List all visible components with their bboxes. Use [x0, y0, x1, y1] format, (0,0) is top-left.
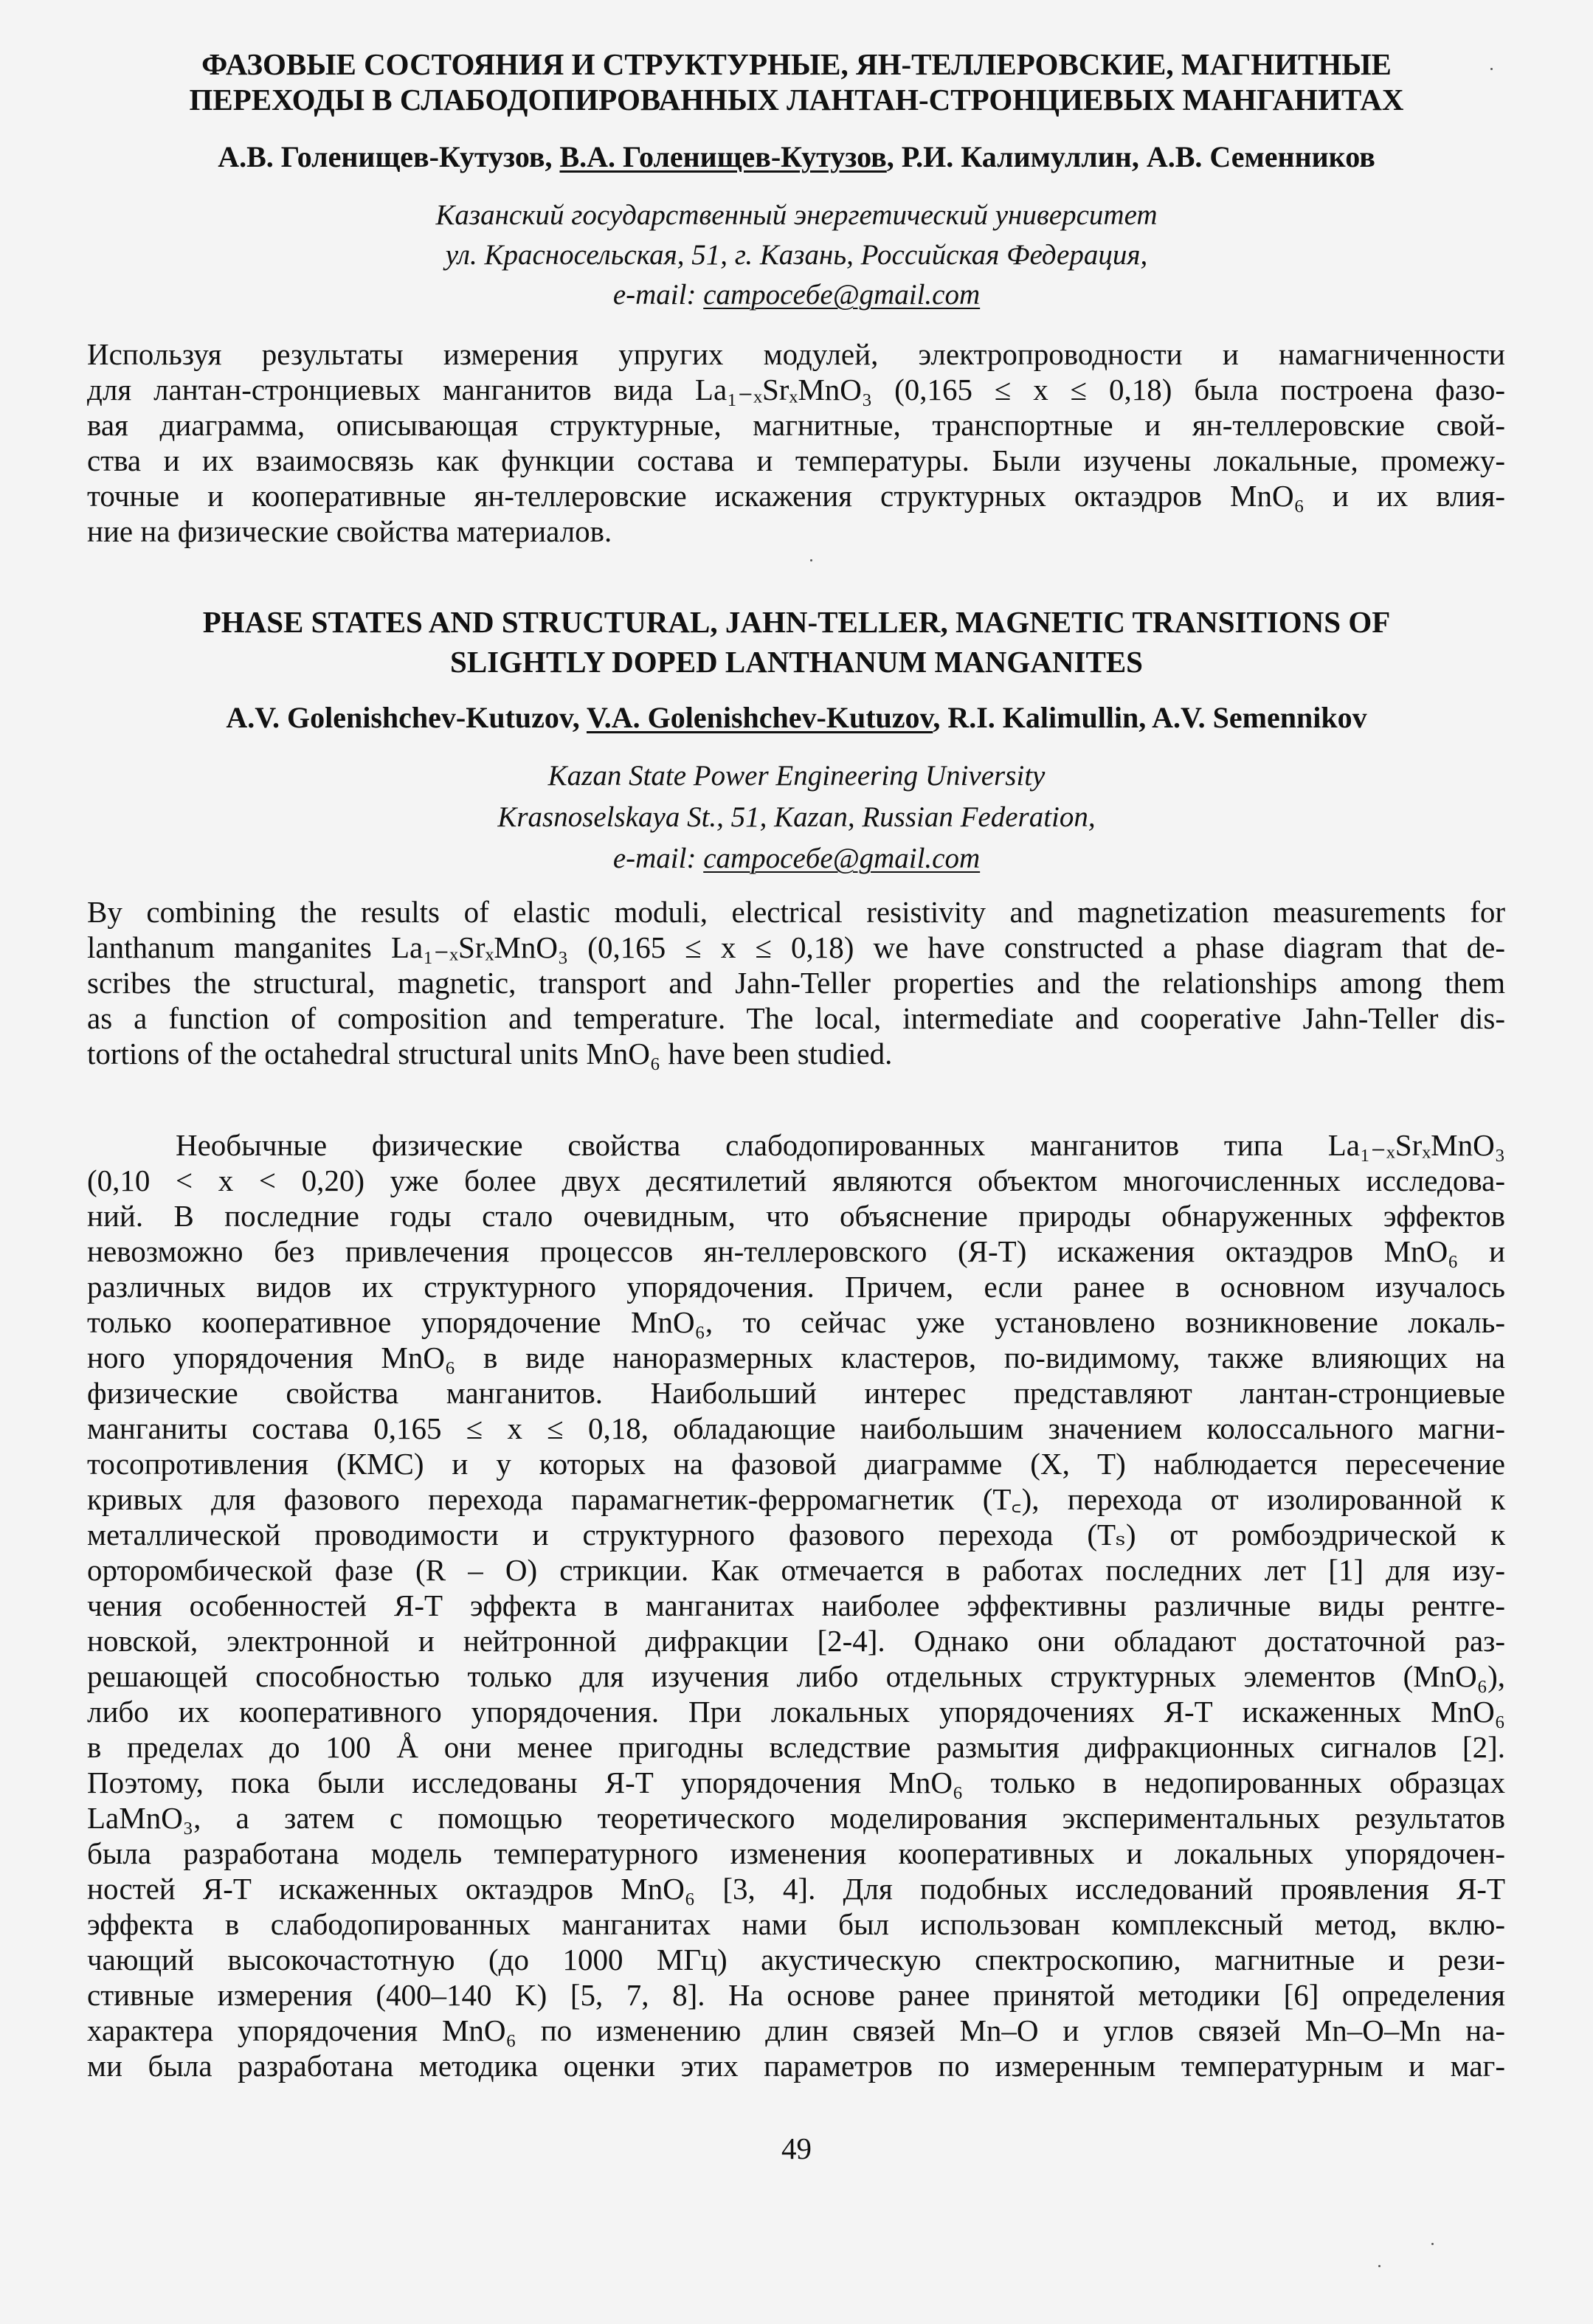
body-line: тосопротивления (КМС) и у которых на фазовой диаграмме (X, T) наблюдается пересечение: [87, 1447, 1505, 1481]
body-line: была разработана модель температурного изменения кооперативных и локальных упорядочен-: [87, 1836, 1505, 1870]
body-line: чающий высокочастотную (до 1000 МГц) акустическую спектроскопию, магнитные и рези-: [87, 1943, 1505, 1977]
body-line: стивные измерения (400–140 K) [5, 7, 8]. На основе ранее принятой методики [6] определения: [87, 1978, 1505, 2012]
en-affiliation-address: Krasnoselskaya St., 51, Kazan, Russian Federation,: [497, 801, 1096, 833]
body-line: либо их кооперативного упорядочения. При локальных упорядочениях Я-Т искаженных MnO₆: [87, 1695, 1505, 1729]
scan-speck: [1431, 2243, 1434, 2245]
body-line: кривых для фазового перехода парамагнетик-ферромагнетик (T꜀), перехода от изолированной к: [87, 1482, 1505, 1516]
body-line: решающей способностью только для изучения либо отдельных структурных элементов (MnO₆),: [87, 1659, 1505, 1693]
body-line: характера упорядочения MnO₆ по изменению длин связей Mn–O и углов связей Mn–O–Mn на-: [87, 2013, 1505, 2047]
page-number: 49: [781, 2131, 812, 2165]
scan-speck: [1378, 2265, 1381, 2267]
ru-abstract-line: для лантан-стронциевых манганитов вида La₁₋ₓSrₓMnO₃ (0,165 ≤ x ≤ 0,18) была построена фазо-: [87, 373, 1505, 407]
body-line: Поэтому, пока были исследованы Я-Т упорядочения MnO₆ только в недопированных образцах: [87, 1766, 1505, 1799]
en-author-sep: ,: [933, 701, 941, 734]
ru-affiliation-university: Казанский государственный энергетический университет: [435, 199, 1158, 231]
body-line: (0,10 < x < 0,20) уже более двух десятилетий являются объектом многочисленных исследова-: [87, 1163, 1505, 1197]
ru-abstract-line: вая диаграмма, описывающая структурные, магнитные, транспортные и ян-теллеровские свой-: [87, 408, 1505, 442]
ru-affiliation-address: ул. Красносельская, 51, г. Казань, Российская Федерация,: [445, 239, 1148, 271]
en-authors: [0, 699, 1593, 736]
body-line: Необычные физические свойства слабодопированных манганитов типа La₁₋ₓSrₓMnO₃: [176, 1128, 1505, 1162]
ru-title-line-1: ФАЗОВЫЕ СОСТОЯНИЯ И СТРУКТУРНЫЕ, ЯН-ТЕЛЛЕРОВСКИЕ, МАГНИТНЫЕ: [201, 47, 1392, 81]
body-line: LaMnO₃, а затем с помощью теоретического моделирования экспериментальных результатов: [87, 1801, 1505, 1835]
en-abstract-line: By combining the results of elastic moduli, electrical resistivity and magnetization measurements for: [87, 895, 1505, 929]
body-line: орторомбической фазе (R – O) стрикции. Как отмечается в работах последних лет [1] для изу-: [87, 1553, 1505, 1587]
body-line: ний. В последние годы стало очевидным, что объяснение природы обнаруженных эффектов: [87, 1199, 1505, 1233]
ru-abstract-line: ства и их взаимосвязь как функции состава и температуры. Были изучены локальные, промежу-: [87, 443, 1505, 477]
en-title-line-2: SLIGHTLY DOPED LANTHANUM MANGANITES: [450, 645, 1143, 679]
ru-email-link[interactable]: campoceбe@gmail.com: [703, 279, 981, 311]
ru-email-line: [0, 277, 1593, 313]
body-line: ностей Я-Т искаженных октаэдров MnO₆ [3, 4]. Для подобных исследований проявления Я-Т: [87, 1872, 1505, 1906]
body-line: эффекта в слабодопированных манганитах нами был использован комплексный метод, вклю-: [87, 1907, 1505, 1941]
body-line: ного упорядочения MnO₆ в виде наноразмерных кластеров, по-видимому, также влияющих на: [87, 1341, 1505, 1374]
en-affiliation-university: Kazan State Power Engineering University: [547, 760, 1046, 792]
en-abstract-line: as a function of composition and temperature. The local, intermediate and cooperative Jahn-Teller dis-: [87, 1001, 1505, 1035]
body-line: невозможно без привлечения процессов ян-теллеровского (Я-Т) искажения октаэдров MnO₆ и: [87, 1234, 1505, 1268]
ru-title-line-2: ПЕРЕХОДЫ В СЛАБОДОПИРОВАННЫХ ЛАНТАН-СТРОНЦИЕВЫХ МАНГАНИТАХ: [189, 83, 1404, 117]
body-line: манганиты состава 0,165 ≤ x ≤ 0,18, обладающие наибольшим значением колоссального магни-: [87, 1411, 1505, 1445]
body-line: чения особенностей Я-Т эффекта в манганитах наиболее эффективны различные виды рентге-: [87, 1588, 1505, 1622]
ru-author-3-4: Р.И. Калимуллин, А.В. Семенников: [894, 140, 1375, 173]
body-line: различных видов их структурного упорядочения. Причем, если ранее в основном изучалось: [87, 1270, 1505, 1304]
en-abstract-line: lanthanum manganites La₁₋ₓSrₓMnO₃ (0,165 ≤ x ≤ 0,18) we have constructed a phase diagram that de-: [87, 930, 1505, 964]
ru-abstract-line: точные и кооперативные ян-теллеровские искажения структурных октаэдров MnO₆ и их влия-: [87, 479, 1505, 513]
ru-author-1: А.В. Голенищев-Кутузов,: [218, 140, 553, 173]
en-email-link[interactable]: campoceбe@gmail.com: [703, 843, 981, 874]
en-abstract-line: scribes the structural, magnetic, transport and Jahn-Teller properties and the relationships among them: [87, 966, 1505, 1000]
en-email-line: [0, 841, 1593, 876]
body-line: в пределах до 100 Å они менее пригодны вследствие размытия дифракционных сигналов [2].: [87, 1730, 1505, 1764]
en-author-3-4: R.I. Kalimullin, A.V. Semennikov: [940, 701, 1367, 734]
ru-abstract-line: Используя результаты измерения упругих модулей, электропроводности и намагниченности: [87, 337, 1505, 371]
scan-speck: [810, 559, 812, 561]
ru-email-label: e-mail:: [612, 279, 704, 311]
body-line: ми была разработана методика оценки этих параметров по измеренным температурным и маг-: [87, 2049, 1505, 2083]
en-author-1: A.V. Golenishchev-Kutuzov,: [226, 701, 580, 734]
ru-author-2-presenting: В.А. Голенищев-Кутузов: [559, 140, 887, 173]
ru-abstract-line: ние на физические свойства материалов.: [87, 514, 612, 548]
scan-speck: [1490, 68, 1493, 70]
en-abstract-line: tortions of the octahedral structural units MnO₆ have been studied.: [87, 1037, 893, 1071]
body-line: физические свойства манганитов. Наибольший интерес представляют лантан-стронциевые: [87, 1376, 1505, 1410]
en-email-label: e-mail:: [612, 843, 704, 874]
body-line: только кооперативное упорядочение MnO₆, то сейчас уже установлено возникновение локаль-: [87, 1305, 1505, 1339]
en-author-2-presenting: V.A. Golenishchev-Kutuzov: [587, 701, 933, 734]
ru-authors: [0, 139, 1593, 176]
en-title-line-1: PHASE STATES AND STRUCTURAL, JAHN-TELLER, MAGNETIC TRANSITIONS OF: [202, 605, 1391, 639]
body-line: металлической проводимости и структурного фазового перехода (Tₛ) от ромбоэдрической к: [87, 1518, 1505, 1552]
body-line: новской, электронной и нейтронной дифракции [2-4]. Однако они обладают достаточной раз-: [87, 1624, 1505, 1658]
ru-author-sep: ,: [886, 140, 894, 173]
